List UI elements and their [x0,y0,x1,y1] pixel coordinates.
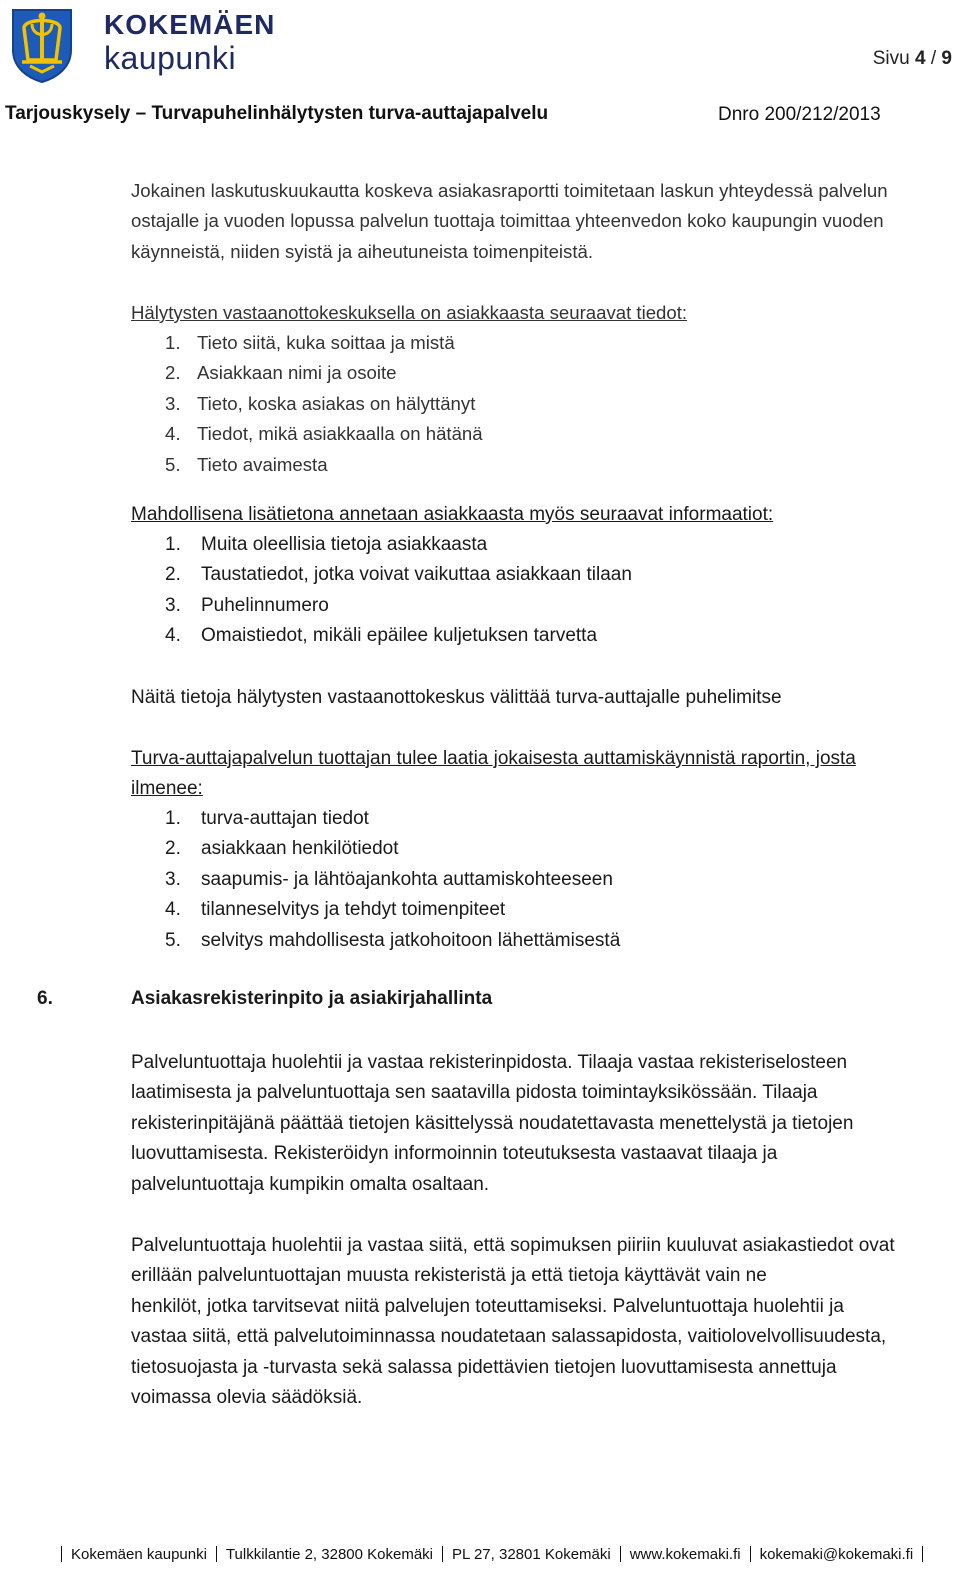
section-paragraph-2 [131,1231,951,1413]
list-item: 2. asiakkaan henkilötiedot [165,838,399,860]
document-reference: Dnro 200/212/2013 [718,104,881,125]
relay-note: Näitä tietoja hälytysten vastaanottokeskus välittää turva-auttajalle puhelimitse [131,687,782,708]
paragraph-line: erillään palveluntuottajan muusta rekisteristä ja että tietoja käyttävät vain ne [131,1265,767,1287]
report-list [165,804,620,956]
footer-street-address: Tulkkilantie 2, 32800 Kokemäki [225,1546,433,1563]
list-item: 4. Tiedot, mikä asiakkaalla on hätänä [165,423,483,445]
document-title: Tarjouskysely – Turvapuhelinhälytysten turva-auttajapalvelu [5,103,549,124]
list-item: 3. saapumis- ja lähtöajankohta auttamiskohteeseen [165,868,613,890]
section-number: 6. [37,988,53,1009]
paragraph-line: henkilöt, jotka tarvitsevat niitä palvelujen toteuttamiseksi. Palveluntuottaja huolehtii ja [131,1295,844,1317]
paragraph-line: luovuttamisesta. Rekisteröidyn informoinnin toteutuksesta vastaavat tilaaja ja [131,1143,778,1165]
intro-paragraph [131,176,951,267]
paragraph-line: rekisterinpitäjänä päättää tietojen käsittelyssä noudatettavasta menettelystä ja tietojen [131,1112,854,1134]
extra-info-list [165,530,632,652]
page-current: 4 [915,48,926,69]
report-heading-line: Turva-auttajapalvelun tuottajan tulee laatia jokaisesta auttamiskäynnistä raportin, josta [131,748,856,769]
paragraph-line: Palveluntuottaja huolehtii ja vastaa siitä, että sopimuksen piiriin kuuluvat asiakastiedot ovat [131,1235,895,1256]
page-number [873,48,952,70]
footer-website[interactable]: www.kokemaki.fi [629,1546,741,1563]
footer-postal-address: PL 27, 32801 Kokemäki [452,1546,611,1563]
list-item: 2. Asiakkaan nimi ja osoite [165,362,397,384]
municipal-crest-icon [10,6,74,84]
page-label: Sivu [872,48,910,69]
list-item: 5. selvitys mahdollisesta jatkohoitoon lähettämisestä [165,929,621,951]
list-item: 1. Muita oleellisia tietoja asiakkaasta [165,534,488,555]
footer-divider [922,1546,923,1562]
footer-email[interactable]: kokemaki@kokemaki.fi [759,1546,914,1563]
list-item: 1. turva-auttajan tiedot [165,808,369,829]
paragraph-line: laatimisesta ja palveluntuottaja sen saatavilla pidosta toimintayksikössään. Tilaaja [131,1082,818,1104]
footer-divider [442,1546,443,1562]
page-separator: / [930,48,937,69]
section-paragraph-1 [131,1048,951,1200]
paragraph-line: voimassa olevia säädöksiä. [131,1387,363,1409]
footer-divider [216,1546,217,1562]
alarm-info-list [165,328,483,480]
paragraph-line: Palveluntuottaja huolehtii ja vastaa rekisterinpidosta. Tilaaja vastaa rekisteriselosteen [131,1052,848,1073]
list-item: 1. Tieto siitä, kuka soittaa ja mistä [165,332,455,353]
report-heading-line: ilmenee: [131,778,203,800]
list-item: 4. tilanneselvitys ja tehdyt toimenpiteet [165,899,506,921]
footer-divider [620,1546,621,1562]
list-item: 3. Tieto, koska asiakas on hälyttänyt [165,392,476,414]
list-item: 5. Tieto avaimesta [165,453,328,475]
intro-line: ostajalle ja vuoden lopussa palvelun tuottaja toimittaa yhteenvedon koko kaupungin vuoden [131,210,884,232]
section-title: Asiakasrekisterinpito ja asiakirjahallinta [131,988,493,1009]
list-item: 2. Taustatiedot, jotka voivat vaikuttaa asiakkaan tilaan [165,564,632,586]
footer-divider [750,1546,751,1562]
brand-name: KOKEMÄEN [104,9,276,40]
list-item: 4. Omaistiedot, mikäli epäilee kuljetuksen tarvetta [165,625,598,647]
page-footer [52,1546,932,1563]
alarm-info-heading: Hälytysten vastaanottokeskuksella on asiakkaasta seuraavat tiedot: [131,302,688,323]
extra-info-heading: Mahdollisena lisätietona annetaan asiakkaasta myös seuraavat informaatiot: [131,504,774,525]
page-total: 9 [941,48,952,69]
paragraph-line: palveluntuottaja kumpikin omalta osaltaan. [131,1173,490,1195]
intro-line: käynneistä, niiden syistä ja aiheutuneista toimenpiteistä. [131,240,594,262]
report-heading [131,744,951,805]
paragraph-line: tietosuojasta ja -turvasta sekä salassa pidettävien tietojen luovuttamisesta annettuja [131,1356,837,1378]
paragraph-line: vastaa siitä, että palvelutoiminnassa noudatetaan salassapidosta, vaitiolovelvollisuudesta, [131,1326,887,1348]
footer-divider [61,1546,62,1562]
brand-subtitle: kaupunki [104,40,237,76]
intro-line: Jokainen laskutuskuukautta koskeva asiakasraportti toimitetaan laskun yhteydessä palvelun [131,180,888,201]
footer-organization: Kokemäen kaupunki [71,1546,207,1563]
list-item: 3. Puhelinnumero [165,594,329,616]
